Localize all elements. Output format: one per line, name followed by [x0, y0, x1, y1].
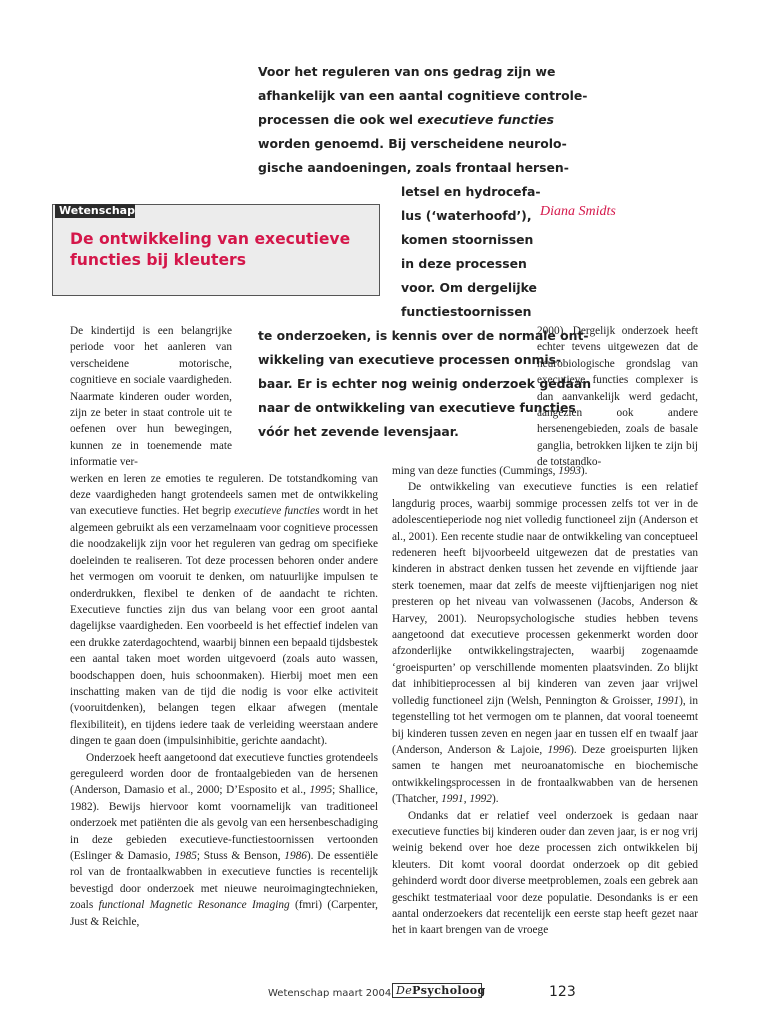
article-title: De ontwikkeling van executieve functies bij kleuters: [70, 230, 351, 269]
intro-line: voor. Om dergelijke: [401, 280, 537, 295]
paragraph: Onderzoek heeft aangetoond dat executieve functies grotendeels gereguleerd worden door de frontaalgebieden van de hersenen (Anderson, Damasio et al., 2000; D’Esposito et al., 1995; Shallice, 1982). Bewijs hiervoor komt voornamelijk van traditioneel onderzoek met patiënten die als gevolg van een hersenbeschadiging in deze gebieden executieve-functiestoornissen vertoonden (Eslinger & Damasio, 1985; Stuss & Benson, 1986). De essentiële rol van de frontaalkwabben in executieve functies is recentelijk bevestigd door onderzoek met nieuwe neuroimagingtechnieken, zoals functional Magnetic Resonance Imaging (fmri) (Carpenter, Just & Reichle,: [70, 751, 378, 928]
middle-column: [392, 463, 698, 939]
paragraph: De ontwikkeling van executieve functies is een relatief langdurig proces, waarbij sommige processen zelfs tot ver in de adolescentieperiode nog niet volledig functioneel zijn (Anderson et al., 2001). Een recente studie naar de ontwikkeling van conceptueel redeneren heeft bijvoorbeeld uitgewezen dat de prestaties van kinderen in abstract denken tussen het zevende en vijftiende jaar sterk toenemen, maar dat zelfs de meeste vijftienjarigen nog niet presteren op het niveau van volwassenen (Jacobs, Anderson & Harvey, 2001). Neuropsychologische studies hebben tevens aangetoond dat executieve processen gekenmerkt worden door afzonderlijke ontwikkelingstrajecten, waarbij zogenaamde ‘groeispurten’ op verschillende momenten plaatsvinden. Zo blijkt dat inhibitieprocessen al bij kinderen van zeven jaar vrijwel volledig functioneel zijn (Welsh, Pennington & Groisser, 1991), in tegenstelling tot het vermogen om te plannen, dat vooral toeneemt bij kinderen tussen zeven en negen jaar en tussen elf en twaalf jaar (Anderson, Anderson & Lajoie, 1996). Deze groeispurten lijken samen te hangen met neuroanatomische en biochemische ontwikkelingsprocessen in de frontaalkwabben van de hersenen (Thatcher, 1991, 1992).: [392, 481, 698, 806]
footer-issue: Wetenschap maart 2004: [268, 988, 392, 999]
right-column: [537, 323, 698, 471]
intro-line: lus (‘waterhoofd’),: [401, 208, 532, 223]
intro-line: vóór het zevende levensjaar.: [258, 424, 459, 439]
intro-line: baar. Er is echter nog weinig onderzoek gedaan: [258, 376, 592, 391]
section-label: Wetenschap: [55, 204, 135, 218]
left-column: [70, 323, 378, 930]
magazine-logo: DePsycholoog: [392, 983, 482, 998]
paragraph: Ondanks dat er relatief veel onderzoek is gedaan naar executieve functies bij kinderen ouder dan zeven jaar, is er nog vrij weinig bekend over hoe deze processen zich ontwikkelen bij kleuters. Dit komt vooral doordat onderzoek op dit gebied gehinderd wordt door diverse meetproblemen, zoals een gebrek aan geschikt testmateriaal voor deze populatie. Desondanks is er een aantal onderzoekers dat recentelijk een eerste stap heeft gezet naar het in kaart brengen van de vroege: [392, 809, 698, 937]
intro-line: te onderzoeken, is kennis over de normale ont-: [258, 328, 589, 343]
author-name: Diana Smidts: [540, 204, 616, 219]
intro-line: wikkeling van executieve processen onmis-: [258, 352, 562, 367]
intro-line: Voor het reguleren van ons gedrag zijn we: [258, 64, 556, 79]
intro-line: afhankelijk van een aantal cognitieve controle-: [258, 88, 588, 103]
intro-line: komen stoornissen: [401, 232, 534, 247]
intro-line: gische aandoeningen, zoals frontaal hersen-: [258, 160, 569, 175]
paragraph: ming van deze functies (Cummings, 1993).: [392, 465, 588, 477]
intro-emphasis: executieve functies: [417, 112, 555, 127]
intro-line: in deze processen: [401, 256, 527, 271]
paragraph: 2000). Dergelijk onderzoek heeft echter tevens uitgewezen dat de neurobiologische grondslag van executieve functies complexer is dan aanvankelijk werd gedacht, aangezien ook andere hersenengebieden, zoals de basale ganglia, betrokken lijken te zijn bij de totstandko-: [537, 325, 698, 469]
page-number: 123: [549, 984, 576, 1000]
paragraph: De kindertijd is een belangrijke periode voor het aanleren van verscheidene motorische, cognitieve en sociale vaardigheden. Naarmate kinderen ouder worden, zijn ze beter in staat controle uit te oefenen over hun bewegingen, kunnen ze in toenemende mate informatie ver- werken en leren ze emoties te reguleren. De totstandkoming van deze vaardigheden hangt grotendeels samen met de ontwikkeling van executieve functies. Het begrip executieve functies wordt in het algemeen gebruikt als een verzamelnaam voor cognitieve processen die noodzakelijk zijn voor het reguleren van gedrag om specifieke doeleinden te realiseren. Tot deze processen behoren onder andere het vermogen om vooruit te denken, om natuurlijke impulsen te onderdrukken, flexibel te denken of de aandacht te richten. Executieve functies zijn dus van belang voor een groot aantal dagelijkse vaardigheden. Een voorbeeld is het effectief indelen van een drukke zaterdagochtend, waarbij binnen een bepaald tijdsbestek een aantal taken moet worden uitgevoerd (zoals auto wassen, boodschappen doen, huis schoonmaken). Hierbij moet men een inschatting maken van de tijd die nodig is voor elke activiteit (vooruitdenken), belangen tegen elkaar afwegen (mentale flexibiliteit), en tijdens iedere taak de verleiding weerstaan andere dingen te gaan doen (impulsinhibitie, gerichte aandacht).: [70, 325, 378, 748]
intro-line: letsel en hydrocefa-: [401, 184, 541, 199]
intro-line: worden genoemd. Bij verscheidene neurolo-: [258, 136, 567, 151]
intro-line: functiestoornissen: [401, 304, 532, 319]
intro-line: naar de ontwikkeling van executieve functies: [258, 400, 576, 415]
intro-line: processen die ook wel executieve functies: [258, 112, 555, 127]
